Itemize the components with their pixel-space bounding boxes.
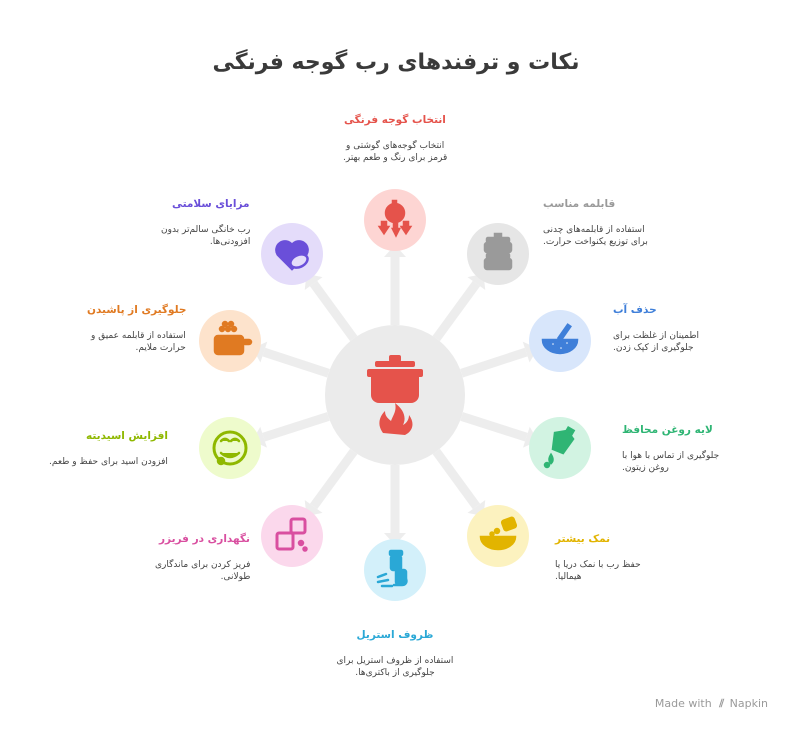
label-sterile-jars: ظروف استریل — [356, 629, 434, 641]
desc-line: هیمالیا. — [555, 572, 582, 582]
desc-line: طولانی. — [220, 572, 251, 582]
label-acidity: افزایش اسیدیته — [86, 430, 168, 442]
desc-line: افزودن اسید برای حفظ و طعم. — [49, 457, 168, 467]
lemon-slice-icon — [199, 417, 261, 479]
tomato-arrows-icon — [364, 189, 426, 251]
desc-line: استفاده از قابلمه عمیق و — [91, 331, 186, 341]
desc-health — [161, 224, 250, 248]
napkin-logo-icon: ⫽ — [719, 697, 725, 710]
node-remove-water — [529, 310, 591, 372]
desc-line: استفاده از قابلمه‌های چدنی — [543, 225, 645, 235]
node-suitable-pot — [467, 223, 529, 285]
node-select-tomato — [364, 189, 426, 251]
desc-sterile-jars — [337, 655, 454, 679]
desc-line: رب خانگی سالم‌تر بدون — [161, 225, 251, 235]
node-freezer — [261, 505, 323, 567]
brand-prefix: Made with — [654, 697, 712, 710]
pot-bubbles-icon — [199, 310, 261, 372]
desc-line: قرمز برای رنگ و طعم بهتر. — [343, 153, 448, 163]
salt-bowl-icon — [467, 505, 529, 567]
made-with-badge — [655, 697, 768, 711]
node-acidity — [199, 417, 261, 479]
oil-bottle-icon — [529, 417, 591, 479]
desc-line: حفظ رب با نمک دریا یا — [555, 560, 641, 570]
stacked-pots-icon — [467, 223, 529, 285]
node-sterile-jars — [364, 539, 426, 601]
desc-line: انتخاب گوجه‌های گوشتی و — [346, 141, 445, 151]
node-oil-layer — [529, 417, 591, 479]
arrow-shaft-acidity — [264, 416, 329, 437]
label-remove-water: حذف آب — [613, 304, 657, 316]
label-oil-layer: لایه روغن محافظ — [622, 424, 713, 436]
desc-prevent-burn — [91, 330, 186, 354]
node-prevent-burn — [199, 310, 261, 372]
bowl-spoon-icon — [529, 310, 591, 372]
desc-more-salt — [555, 559, 641, 583]
node-health — [261, 223, 323, 285]
desc-suitable-pot — [543, 224, 648, 248]
desc-line: جلوگیری از باکتری‌ها. — [355, 668, 435, 678]
center-hub — [325, 325, 465, 465]
pot-on-flame-icon — [325, 325, 465, 465]
label-freezer: نگهداری در فریزر — [159, 533, 250, 545]
desc-oil-layer — [622, 450, 719, 474]
desc-line: روغن زیتون. — [622, 463, 669, 473]
desc-line: استفاده از ظروف استریل برای — [336, 656, 454, 666]
desc-line: افزودنی‌ها. — [209, 237, 251, 247]
sterile-jar-icon — [364, 539, 426, 601]
label-suitable-pot: قابلمه مناسب — [543, 198, 616, 210]
label-more-salt: نمک بیشتر — [555, 533, 611, 545]
label-select-tomato: انتخاب گوجه فرنگی — [344, 114, 446, 126]
label-health: مزایای سلامتی — [172, 198, 250, 210]
arrow-shaft-oil-layer — [462, 416, 527, 437]
arrow-shaft-remove-water — [462, 352, 527, 373]
node-more-salt — [467, 505, 529, 567]
desc-line: حرارت ملایم. — [135, 343, 186, 353]
brand-name: Napkin — [729, 697, 768, 710]
heart-pill-icon — [261, 223, 323, 285]
desc-line: برای توزیع یکنواخت حرارت. — [543, 237, 648, 247]
desc-line: جلوگیری از تماس با هوا با — [622, 451, 720, 461]
desc-line: جلوگیری از کپک زدن. — [613, 343, 694, 353]
desc-acidity — [49, 456, 168, 468]
arrow-shaft-prevent-burn — [264, 352, 329, 373]
desc-line: فریز کردن برای ماندگاری — [155, 560, 251, 570]
desc-remove-water — [613, 330, 699, 354]
ice-cubes-icon — [261, 505, 323, 567]
page-title: نکات و ترفندهای رب گوجه فرنگی — [212, 50, 580, 75]
label-prevent-burn: جلوگیری از پاشیدن — [87, 304, 187, 316]
desc-select-tomato — [343, 140, 447, 164]
desc-freezer — [155, 559, 250, 583]
desc-line: اطمینان از غلظت برای — [613, 331, 700, 341]
